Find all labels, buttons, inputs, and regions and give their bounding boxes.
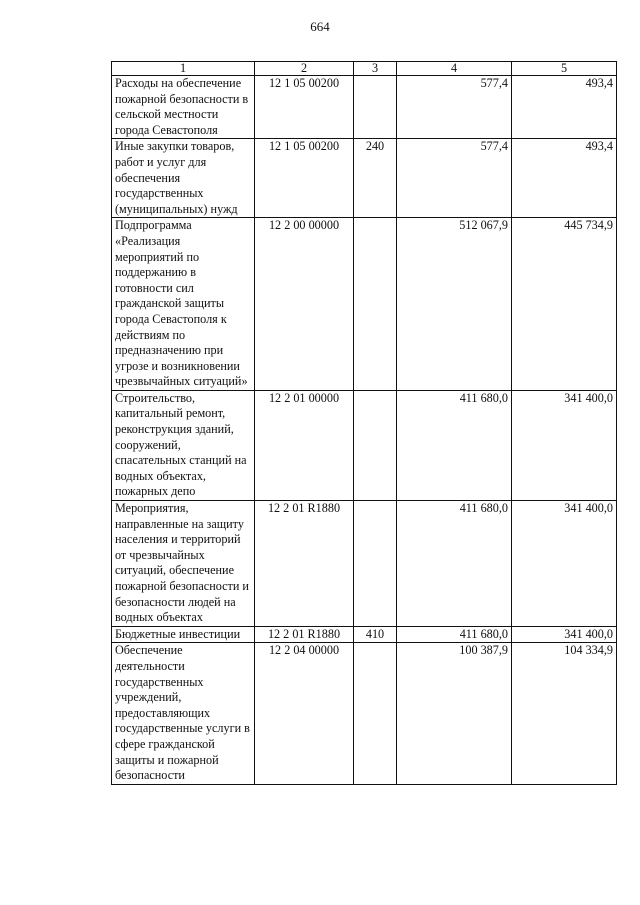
table-row [112, 76, 617, 139]
row-sum2-cell: 493,4 [512, 76, 617, 139]
row-sum2-cell: 341 400,0 [512, 390, 617, 500]
row-code-cell: 12 2 01 R1880 [255, 501, 354, 627]
row-type-cell: 410 [354, 626, 397, 643]
row-code-cell: 12 1 05 00200 [255, 139, 354, 218]
row-sum1-cell: 512 067,9 [397, 218, 512, 391]
row-type-cell: 240 [354, 139, 397, 218]
row-sum1-cell: 411 680,0 [397, 501, 512, 627]
row-code-cell: 12 2 01 00000 [255, 390, 354, 500]
table-header-row [112, 62, 617, 76]
row-name-cell: Подпрограмма «Реализация мероприятий по поддержанию в готовности сил гражданской защиты города Севастополя к действиям по предназначению при угрозе и возникновении чрезвычайных ситуаций» [112, 218, 255, 391]
row-type-cell [354, 643, 397, 784]
row-type-cell [354, 218, 397, 391]
header-col-1: 1 [112, 62, 255, 76]
row-sum2-cell: 341 400,0 [512, 626, 617, 643]
page-number: 664 [310, 19, 330, 34]
table-row [112, 139, 617, 218]
row-sum1-cell: 411 680,0 [397, 626, 512, 643]
row-name-cell: Мероприятия, направленные на защиту населения и территорий от чрезвычайных ситуаций, обеспечение пожарной безопасности и безопасности людей на водных объектах [112, 501, 255, 627]
row-sum1-cell: 411 680,0 [397, 390, 512, 500]
row-name-cell: Строительство, капитальный ремонт, реконструкция зданий, сооружений, спасательных станций на водных объектах, пожарных депо [112, 390, 255, 500]
table-row [112, 626, 617, 643]
row-sum1-cell: 100 387,9 [397, 643, 512, 784]
row-name-cell: Бюджетные инвестиции [112, 626, 255, 643]
table-row [112, 643, 617, 784]
row-sum1-cell: 577,4 [397, 76, 512, 139]
row-sum2-cell: 341 400,0 [512, 501, 617, 627]
row-type-cell [354, 76, 397, 139]
budget-table [111, 61, 617, 785]
row-name-cell: Расходы на обеспечение пожарной безопасности в сельской местности города Севастополя [112, 76, 255, 139]
row-name-cell: Иные закупки товаров, работ и услуг для обеспечения государственных (муниципальных) нужд [112, 139, 255, 218]
row-code-cell: 12 2 00 00000 [255, 218, 354, 391]
row-sum2-cell: 493,4 [512, 139, 617, 218]
row-code-cell: 12 2 04 00000 [255, 643, 354, 784]
row-type-cell [354, 501, 397, 627]
header-col-4: 4 [397, 62, 512, 76]
header-col-2: 2 [255, 62, 354, 76]
table-row [112, 390, 617, 500]
row-name-cell: Обеспечение деятельности государственных учреждений, предоставляющих государственные услуги в сфере гражданской защиты и пожарной безопасности [112, 643, 255, 784]
header-col-5: 5 [512, 62, 617, 76]
header-col-3: 3 [354, 62, 397, 76]
row-code-cell: 12 1 05 00200 [255, 76, 354, 139]
row-code-cell: 12 2 01 R1880 [255, 626, 354, 643]
row-sum2-cell: 104 334,9 [512, 643, 617, 784]
row-type-cell [354, 390, 397, 500]
row-sum2-cell: 445 734,9 [512, 218, 617, 391]
table-row [112, 501, 617, 627]
table-row [112, 218, 617, 391]
row-sum1-cell: 577,4 [397, 139, 512, 218]
